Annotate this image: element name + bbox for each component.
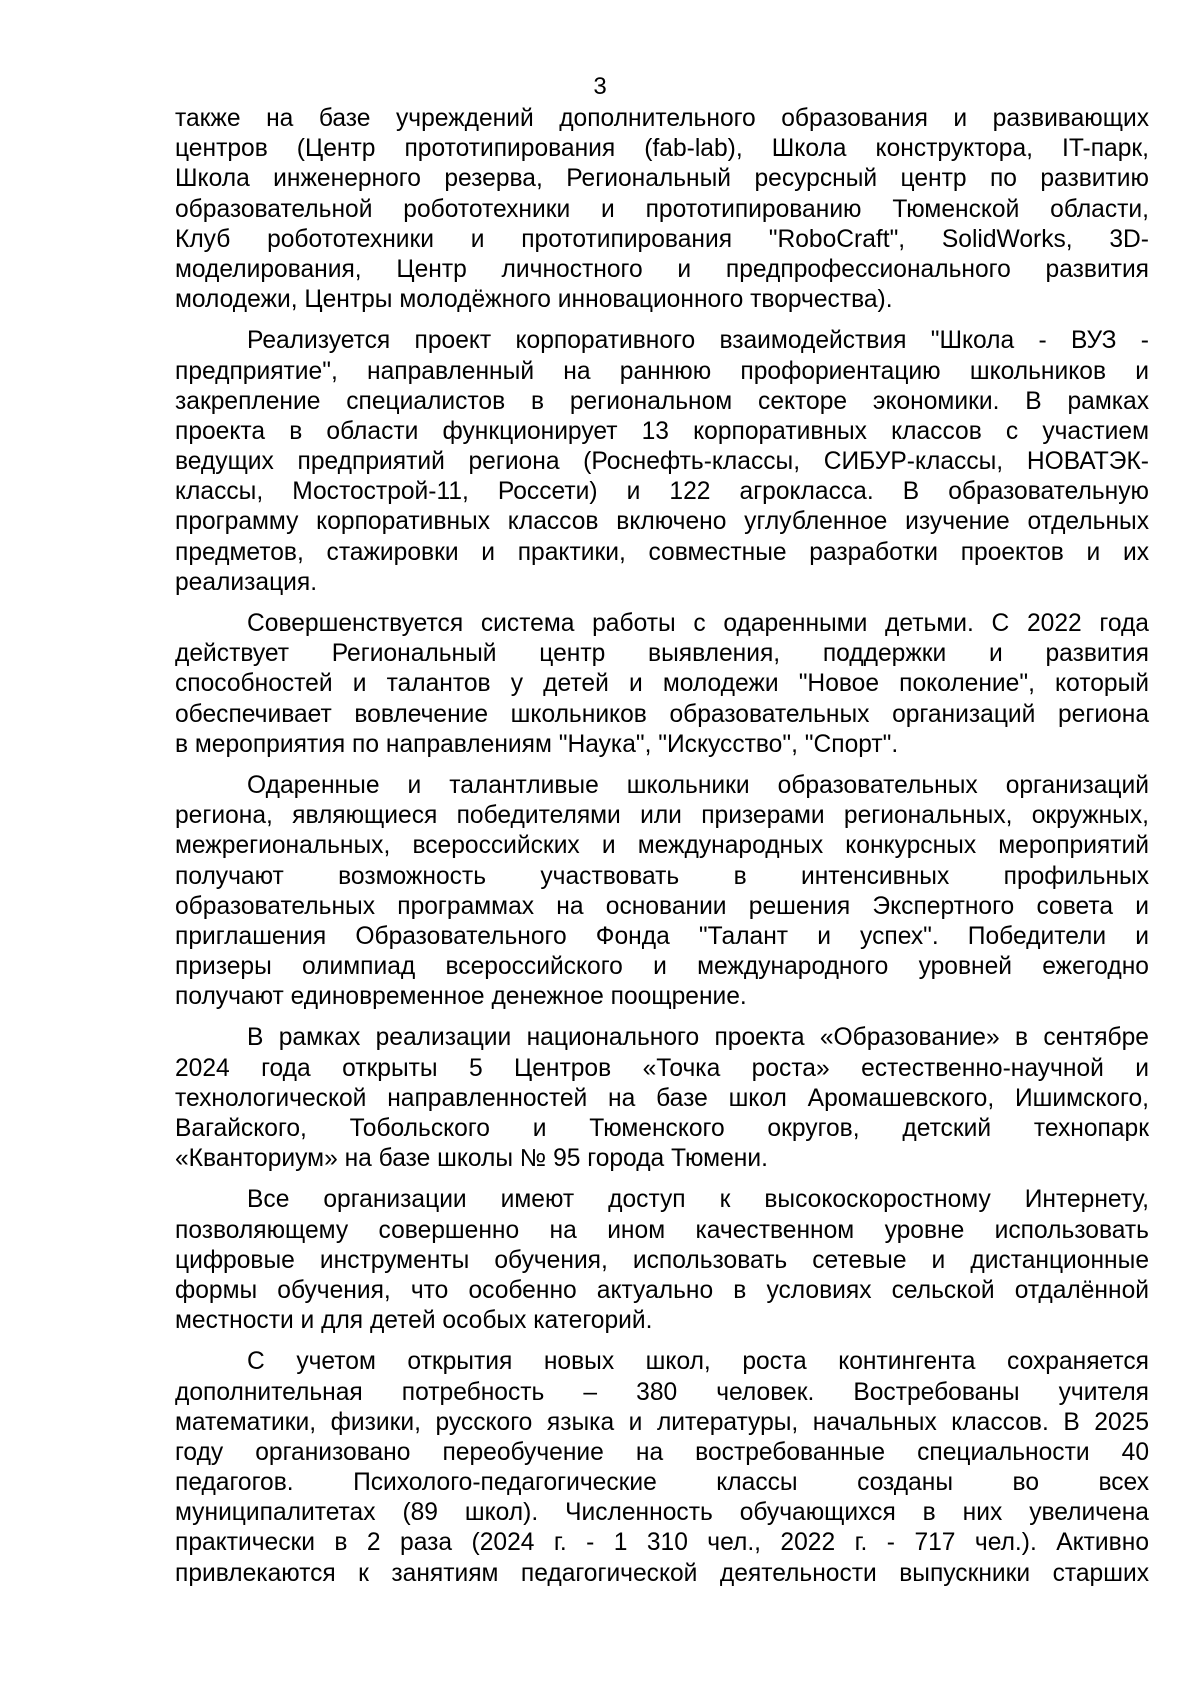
text-line: С учетом открытия новых школ, роста контингента сохраняется: [247, 1348, 1149, 1376]
text-line: предметов, стажировки и практики, совместные разработки проектов и их: [175, 538, 1149, 566]
text-line: получают единовременное денежное поощрение.: [175, 983, 747, 1011]
text-line: практически в 2 раза (2024 г. - 1 310 чел., 2022 г. - 717 чел.). Активно: [175, 1529, 1149, 1557]
text-line: технологической направленностей на базе школ Аромашевского, Ишимского,: [175, 1084, 1149, 1112]
text-line: моделирования, Центр личностного и предпрофессионального развития: [175, 255, 1149, 283]
text-line: Реализуется проект корпоративного взаимодействия "Школа - ВУЗ -: [247, 327, 1149, 355]
text-line: обеспечивает вовлечение школьников образовательных организаций региона: [175, 700, 1149, 728]
paragraph-4: [175, 771, 1149, 1013]
text-line: реализация.: [175, 568, 318, 596]
text-line: молодежи, Центры молодёжного инновационного творчества).: [175, 286, 893, 314]
text-line: призеры олимпиад всероссийского и международного уровней ежегодно: [175, 953, 1149, 981]
text-line: действует Региональный центр выявления, поддержки и развития: [175, 640, 1149, 668]
paragraph-1: [175, 104, 1149, 315]
text-line: классы, Мостострой-11, Россети) и 122 агрокласса. В образовательную: [175, 478, 1149, 506]
text-line: «Кванториум» на базе школы № 95 города Тюмени.: [175, 1145, 768, 1173]
text-line: закрепление специалистов в региональном секторе экономики. В рамках: [175, 387, 1149, 415]
text-line: году организовано переобучение на востребованные специальности 40: [175, 1438, 1149, 1466]
text-line: Клуб робототехники и прототипирования "RoboCraft", SolidWorks, 3D-: [175, 225, 1149, 253]
text-line: ведущих предприятий региона (Роснефть-классы, СИБУР-классы, НОВАТЭК-: [175, 448, 1149, 476]
page-number: 3: [593, 73, 607, 100]
paragraph-3: [175, 609, 1149, 760]
text-line: цифровые инструменты обучения, использовать сетевые и дистанционные: [175, 1246, 1149, 1274]
text-line: Одаренные и талантливые школьники образовательных организаций: [247, 771, 1149, 799]
text-line: формы обучения, что особенно актуально в условиях сельской отдалённой: [175, 1276, 1149, 1304]
text-line: математики, физики, русского языка и литературы, начальных классов. В 2025: [175, 1408, 1149, 1436]
text-line: Вагайского, Тобольского и Тюменского округов, детский технопарк: [175, 1115, 1149, 1142]
paragraph-7: [175, 1347, 1149, 1589]
paragraph-2: [175, 326, 1149, 598]
text-line: муниципалитетах (89 школ). Численность обучающихся в них увеличена: [175, 1499, 1149, 1527]
text-line: предприятие", направленный на раннюю профориентацию школьников и: [175, 357, 1149, 385]
text-line: получают возможность участвовать в интенсивных профильных: [175, 862, 1149, 890]
paragraph-5: [175, 1023, 1149, 1174]
text-line: местности и для детей особых категорий.: [175, 1307, 653, 1335]
text-line: позволяющему совершенно на ином качественном уровне использовать: [175, 1216, 1149, 1244]
body-text: [175, 104, 1149, 1589]
text-line: образовательных программах на основании решения Экспертного совета и: [175, 892, 1149, 920]
text-line: привлекаются к занятиям педагогической деятельности выпускники старших: [175, 1559, 1149, 1587]
text-line: Школа инженерного резерва, Региональный ресурсный центр по развитию: [175, 165, 1149, 193]
text-line: образовательной робототехники и прототипированию Тюменской области,: [175, 195, 1149, 223]
text-line: приглашения Образовательного Фонда "Талант и успех". Победители и: [175, 922, 1149, 950]
text-line: в мероприятия по направлениям "Наука", "Искусство", "Спорт".: [175, 730, 899, 758]
text-line: межрегиональных, всероссийских и международных конкурсных мероприятий: [175, 832, 1149, 860]
text-line: программу корпоративных классов включено углубленное изучение отдельных: [175, 508, 1149, 536]
text-line: В рамках реализации национального проекта «Образование» в сентябре: [247, 1024, 1149, 1052]
text-line: Все организации имеют доступ к высокоскоростному Интернету,: [247, 1186, 1149, 1214]
text-line: педагогов. Психолого-педагогические классы созданы во всех: [175, 1469, 1149, 1497]
text-line: проекта в области функционирует 13 корпоративных классов с участием: [175, 417, 1149, 445]
text-line: дополнительная потребность – 380 человек. Востребованы учителя: [175, 1378, 1149, 1406]
paragraph-6: [175, 1185, 1149, 1336]
text-line: также на базе учреждений дополнительного образования и развивающих: [175, 105, 1149, 132]
text-line: 2024 года открыты 5 Центров «Точка роста» естественно-научной и: [175, 1054, 1149, 1082]
text-line: региона, являющиеся победителями или призерами региональных, окружных,: [175, 802, 1149, 830]
text-line: центров (Центр прототипирования (fab-lab), Школа конструктора, IT-парк,: [175, 135, 1149, 163]
text-line: Совершенствуется система работы с одаренными детьми. С 2022 года: [247, 610, 1149, 637]
text-line: способностей и талантов у детей и молодежи "Новое поколение", который: [175, 670, 1149, 698]
